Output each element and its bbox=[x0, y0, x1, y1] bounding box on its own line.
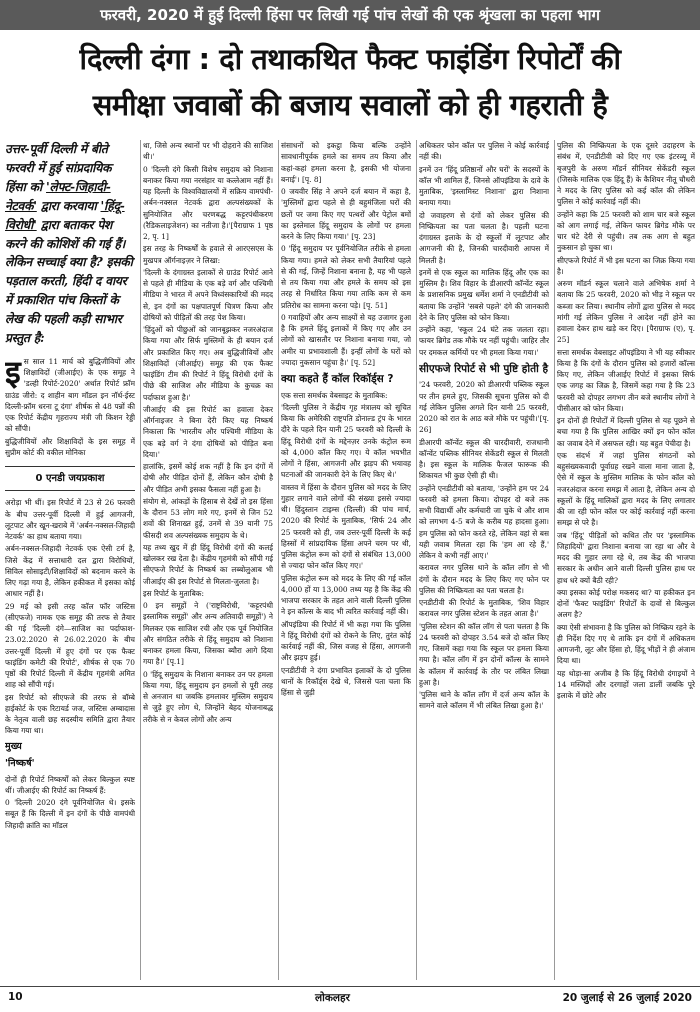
paragraph: उन्होंने कहा कि 25 फरवरी को शाम चार बजे स्कूल को आग लगाई गई, लेकिन फायर ब्रिगेड मौके पर चार घंटे देरी से पहुंची। तब तक आग से बहुत नुकसान हो चुका था। bbox=[557, 209, 695, 253]
paragraph: हालांकि, इसमें कोई शक नहीं है कि इन दंगों में दोषी और पीड़ित दोनों हैं, लेकिन कौन दोषी है और पीड़ित अभी इसका फैसला नहीं हुआ है। bbox=[143, 462, 273, 494]
paragraph: 29 मई को इसी तरह कॉल फॉर जस्टिस (सीएफजे) नामक एक समूह की तरफ से तैयार की गई 'दिल्ली दंगे—साजिश का पर्दाफाश- 23.02.2020 से 26.02.2020 के बीच उत्तर-पूर्वी दिल्ली में हुए दंगों पर एक फैक्ट फाइंडिंग कमेटी की रिपोर्ट', शीर्षक से एक 70 पृष्ठों की रिपोर्ट दिल्ली में केंद्रीय गृहमंत्री अमित शाह को सौंपी गई। bbox=[5, 601, 135, 690]
paragraph: ऑपइंडिया की रिपोर्ट में भी कहा गया कि पुलिस ने हिंदू विरोधी दंगों को रोकने के लिए, तुरंत कोई कार्रवाई नहीं की, जिस वजह से हिंसा, आगजनी और झड़प हुई। bbox=[281, 619, 411, 663]
paragraph: सीएफजे रिपोर्ट में भी इस घटना का जिक्र किया गया है। bbox=[557, 255, 695, 276]
column-4 bbox=[419, 140, 549, 982]
paragraph: अधिकतर फोन कॉल पर पुलिस ने कोई कार्रवाई नहीं की। bbox=[419, 141, 549, 162]
deck-text: उत्तर-पूर्वी दिल्ली में बीते फरवरी में हुई सांप्रदायिक हिंसा को bbox=[5, 142, 112, 194]
issue-date: 20 जुलाई से 26 जुलाई 2020 bbox=[562, 992, 692, 1004]
paragraph: अरुण मॉडर्न स्कूल चलाने वाले अभिषेक शर्मा ने बताया कि 25 फरवरी, 2020 को भीड़ ने स्कूल पर कब्जा कर लिया। स्थानीय लोगों द्वारा पुलिस से मदद मांगी गई लेकिन पुलिस ने आदेश नहीं होने का हवाला देकर हाथ खड़े कर दिए। [पैराग्राफ (ए), पृ. 25] bbox=[557, 279, 695, 345]
publication-name: लोकलहर bbox=[315, 992, 350, 1004]
paragraph: 0 जयवीर सिंह ने अपने दर्ज बयान में कहा है, 'मुस्लिमों द्वारा पहले से ही बहुमंजिला घरों की छतों पर जमा किए गए पत्थरों और पेट्रोल बमों का इस्तेमाल हिंदू समुदाय के लोगों पर हमला करने के लिए किया गया।' [पृ. 23] bbox=[281, 187, 411, 241]
paragraph: 'दिल्ली पुलिस ने केंद्रीय गृह मंत्रालय को सूचित किया कि अमेरिकी राष्ट्रपति डोनाल्ड ट्रंप के भारत दौरे के पहले दिन यानी 25 फरवरी को दिल्ली के हिंदू विरोधी दंगों के मद्देनज़र उनके कंट्रोल रूम को 4,000 कॉल किए गए। ये कॉल भयभीत लोगों ने हिंसा, आगजनी और झड़प की भयावह घटनाओं की जानकारी देने के लिए किए थे।' bbox=[281, 402, 411, 480]
column-2 bbox=[143, 140, 273, 982]
paragraph: इनमें उन 'हिंदू प्रतिष्ठानों और घरों' के सदस्यों के कॉल भी शामिल हैं, जिनसे ऑपइंडिया के दावे के मुताबिक, 'इस्लामिस्ट निशाना' द्वारा निशाना बनाया गया। bbox=[419, 164, 549, 208]
headline bbox=[6, 36, 694, 130]
subheading: सीएफजे रिपोर्ट से भी पुष्टि होती है bbox=[419, 362, 549, 375]
paragraph: सत्ता समर्थक वेबसाइट ऑपइंडिया ने भी यह स्वीकार किया है कि दंगों के दौरान पुलिस को हजारों कॉल्स किए गए, लेकिन जीआईए रिपोर्ट में इसका सिर्फ एक जगह का जिक्र है, जिसमें कहा गया है कि 23 फरवरी को दोपहर लगभग तीन बजे स्थानीय लोगों ने पीसीआर को फोन किया। bbox=[557, 347, 695, 413]
paragraph: करावल नगर पुलिस थाने के कॉल लॉग से भी दंगों के दौरान मदद के लिए किए गए फोन पर पुलिस की निष्क्रियता का पता चलता है। bbox=[419, 563, 549, 595]
paragraph: 'हिंदुओं को पीछुओं को जानबूझकर नजरअंदाज किया गया और सिर्फ मुस्लिमों के ही बयान दर्ज और प्रकाशित किए गए। अब बुद्धिजीवियों और शिक्षाविदों (जीआईए) समूह की एक फैक्ट फाइंडिंग टीम की रिपोर्ट ने हिंदू विरोधी दंगों के पीछे की साजिश और मीडिया के कुचक्र का पर्दाफाश हुआ है।' bbox=[143, 325, 273, 402]
paragraph: दोनों ही रिपोर्ट निष्कर्षों को लेकर बिल्कुल स्पष्ट थीं। जीआईए की रिपोर्ट का निष्कर्ष हैं: bbox=[5, 774, 135, 795]
paragraph: इस रिपोर्ट के मुताबिक: bbox=[143, 588, 204, 598]
subheading: क्या कहते हैं कॉल रिकॉर्ड्स ? bbox=[281, 373, 394, 385]
paragraph: इन दोनों ही रिपोर्टों में दिल्ली पुलिस से यह पूछने से बचा गया है कि पुलिस आखिर क्यों इन फोन कॉल का जवाब देने में असफल रही। यह बहुत पेचीदा है। bbox=[557, 416, 695, 448]
paragraph: 0 'दिल्ली 2020 दंगे पूर्वनियोजित थे। इसके सबूत हैं कि दिल्ली में इन दंगों के पीछे वामपंथी जिहादी क्रांति का मॉडल bbox=[5, 798, 135, 830]
paragraph: 'दिल्ली के दंगाग्रस्त इलाकों से ग्राउंड रिपोर्ट आने से पहले ही मीडिया के एक बड़े वर्ग और पश्चिमी मीडिया ने भारत में अपने विध्वंसकारियों की मदद से, इन दंगों का पक्षपातपूर्ण चित्रण किया और दोषियों को पीड़ितों की तरह पेश किया। bbox=[143, 267, 273, 322]
paragraph: क्या इसका कोई परोक्ष मकसद था? या हकीकत इन दोनों 'फैक्ट फाइंडिंग' रिपोर्टों के दावों से बिल्कुल अलग है? bbox=[557, 587, 695, 620]
author-byline: 0 एनडी जयप्रकाश bbox=[5, 466, 135, 491]
column-3 bbox=[281, 140, 411, 982]
subheading: 'निष्कर्ष' bbox=[5, 758, 35, 770]
paragraph: 0 'दिल्ली दंगे किसी विशेष समुदाय को निशाना बनाकर किया गया नरसंहार या कत्लेआम नहीं हैं। यह दिल्ली के विश्वविद्यालयों में सक्रिय वामपंथी-अर्बन-नक्सल नेटवर्क द्वारा अल्पसंख्यकों के सुनियोजित और चरणबद्ध कट्टरपंथीकरण (रैडिकलाइजेशन) का नतीजा है।'[पैराग्राफ 1 पृष्ठ 2, पृ. 1] bbox=[143, 164, 273, 241]
deck-highlight: 'लेफ्ट-जिहादी-नेटवर्क' bbox=[5, 179, 111, 213]
paragraph: जब 'हिंदू' पीड़ितों को कथित तौर पर 'इस्लामिक जिहादियों' द्वारा निशाना बनाया जा रहा था और वे मदद की गुहार लगा रहे थे, तब केंद्र की भाजपा सरकार के अधीन आने वाली दिल्ली पुलिस हाथ पर हाथ धरे क्यों बैठी रही? bbox=[557, 530, 695, 585]
paragraph: उन्होंने एनडीटीवी को बताया, 'उन्होंने हम पर 24 फरवरी को हमला किया। दोपहर दो बजे तक सभी विद्यार्थी और कर्मचारी जा चुके थे और शाम को लगभग 4-5 बजे के करीब यह हादसा हुआ। हम पुलिस को फोन करते रहे, लेकिन वहां से बस यही जवाब मिलता रहा कि 'हम आ रहे हैं,' लेकिन वे कभी नहीं आए।' bbox=[419, 483, 549, 561]
paragraph: यह थोड़ा-सा अजीब है कि हिंदू विरोधी दंगाइयों ने 14 मस्जिदों और दरगाहों जला डालीं जबकि पूरे इलाके में छोटे और bbox=[557, 668, 695, 700]
series-banner: फरवरी, 2020 में हुई दिल्ली हिंसा पर लिखी गई पांच लेखों की एक श्रृंखला का पहला भाग bbox=[0, 0, 700, 30]
paragraph: एक संदर्भ में जहां पुलिस संगठनों को बहुसंख्यकवादी पूर्वाग्रह रखने वाला माना जाता है, ऐसे में स्कूल के मुस्लिम मालिक के फोन कॉल को नजरअंदाज करना समझ में आता है, लेकिन अन्य दो स्कूलों के हिंदू मालिकों द्वारा मदद के लिए लगातार की जा रही फोन कॉल पर कोई कार्रवाई नहीं करना समझ से परे है। bbox=[557, 450, 695, 528]
headline-line-1: दिल्ली दंगा : दो तथाकथित फैक्ट फाइंडिंग रिपोर्टों की bbox=[79, 42, 621, 76]
paragraph: यह तथ्य खुद में ही हिंदू विरोधी दंगों की कलई खोलकर रख देता है। केंद्रीय गृहमंत्री को सौंपी गई सीएफजे रिपोर्ट के निष्कर्ष का लब्बोलुआब भी जीआईए की इस रिपोर्ट से मिलता-जुलता है। bbox=[143, 542, 273, 586]
drop-cap: इ bbox=[5, 352, 21, 391]
paragraph-text: स साल 11 मार्च को बुद्धिजीवियों और शिक्षाविदों (जीआईए) के एक समूह ने 'डल्ही रिपोर्ट-2020' अर्थात रिपोर्ट फ्रॉम ग्राउंड जीरो: द शाहीन बाग मॉडल इन नॉर्थ-ईस्ट दिल्ली-फ्रॉम धरना टू दंगा' शीर्षक से 48 पन्नों की एक रिपोर्ट केंद्रीय गृहराज्य मंत्री जी किशन रेड्डी को सौंपी। bbox=[5, 356, 135, 434]
deck-text: द्वारा बताकर पेश करने की कोशिशें की गई हैं। लेकिन सच्चाई क्या है? इसकी पड़ताल करती, हिंदी द वायर में प्रकाशित पांच किस्तों के लेख की पहली कड़ी साभार प्रस्तुत है: bbox=[5, 217, 133, 346]
paragraph: वास्तव में हिंसा के दौरान पुलिस को मदद के लिए गुहार लगाने वाले लोगों की संख्या इससे ज्यादा थी। हिंदुस्तान टाइम्स (दिल्ली) की पांच मार्च, 2020 की रिपोर्ट के मुताबिक, 'सिर्फ 24 और 25 फरवरी को ही, जब उत्तर-पूर्वी दिल्ली के कई हिस्सों में सांप्रदायिक हिंसा अपने चरम पर थी, पुलिस कंट्रोल रूम को दंगों से संबंधित 13,000 से ज्यादा फोन कॉल किए गए।' bbox=[281, 482, 411, 571]
paragraph: 0 गवाहियों और अन्य साक्ष्यों से यह उजागर हुआ है कि हमले हिंदू इलाकों में किए गए और उन लोगों को खासतौर पर निशाना बनाया गया, जो अमीर या प्रभावशाली हैं। इन्हीं लोगों के घरों को ज्यादा नुकसान पहुंचा है।' [पृ. 52] bbox=[281, 312, 411, 367]
deck-highlight: 'हिंदू-विरोधी' bbox=[5, 198, 125, 232]
paragraph: एनडीटीवी ने दंगा प्रभावित इलाकों के दो पुलिस थानों के रिकॉर्ड्स देखे थे, जिससे पता चला कि हिंसा से जुड़ी bbox=[281, 665, 411, 698]
headline-line-2: समीक्षा जवाबों की बजाय सवालों को ही गहराती है bbox=[92, 88, 608, 122]
paragraph: इस तरह के निष्कर्षों के हवाले से आरएसएस के मुखपत्र ऑर्गनाइज़र ने लिखा: bbox=[143, 244, 273, 265]
paragraph: जीआईए की इस रिपोर्ट का हवाला देकर ऑर्गनाइजर ने बिना देरी किए यह निष्कर्ष निकाला कि 'भारतीय और पश्चिमी मीडिया के एक बड़े वर्ग ने दंगा दोषियों को पीड़ित बना दिया।' bbox=[143, 404, 273, 459]
paragraph: 'पुलिस थाने के कॉल लॉग में दर्ज अन्य कॉल के सामने वाले कॉलम में भी लंबित लिखा हुआ है।' bbox=[419, 690, 549, 711]
paragraph: पुलिस की निष्क्रियता के एक दूसरे उदाहरण के संबंध में, एनडीटीवी को दिए गए एक इंटरव्यू में बृजपुरी के अरुण मॉडर्न सीनियर सेकेंडरी स्कूल (जिसके मालिक एक हिंदू हैं) के कैशियर नीतू चौधरी ने मदद के लिए पुलिस को कई कॉल की लेकिन पुलिस ने कोई कार्रवाई नहीं की। bbox=[557, 141, 695, 207]
article-deck bbox=[5, 140, 135, 348]
paragraph: एक सत्ता समर्थक वेबसाइट के मुताबिक: bbox=[281, 390, 388, 400]
paragraph: 0 'हिंदू समुदाय पर पूर्वनियोजित तरीके से हमला किया गया। हमले को लेकर सभी तैयारियां पहले से की गई, जिन्हें निशाना बनाना है, यह भी पहले से तय किया गया और हमले के समय को इस तरह से निर्धारित किया गया ताकि कम से कम प्रतिरोध का सामना करना पड़े। [पृ. 51] bbox=[281, 244, 411, 310]
paragraph: था, जिसे अन्य स्थानों पर भी दोहराने की साजिश थी।' bbox=[143, 141, 273, 162]
article-body bbox=[5, 140, 695, 982]
paragraph: क्या ऐसी संभावना है कि पुलिस को निष्क्रिय रहने के ही निर्देश दिए गए थे ताकि इन दंगों में अधिकतम आगजनी, लूट और हिंसा हो, हिंदू भीड़ों ने ही अंजाम दिया था। bbox=[557, 622, 695, 666]
paragraph: 0 'हिंदू समुदाय के निशाना बनाकर उन पर हमला किया गया, हिंदू समुदाय इन हमलों से पूरी तरह से अनजान था जबकि हमलावर मुस्लिम समुदाय से जुड़े हुए लोग थे, जिन्होंने बेहद योजनाबद्ध तरीके से न केवल लोगों और अन्य bbox=[143, 669, 273, 724]
paragraph: डीआरपी कॉन्वेंट स्कूल की चारदीवारी, राजधानी कॉन्वेंट पब्लिक सीनियर सेकेंडरी स्कूल से मिलती है। इस स्कूल के मालिक फैजल फारूक की शिकायत भी कुछ ऐसी ही थी। bbox=[419, 437, 549, 481]
paragraph: इस रिपोर्ट को सीएफजे की तरफ से बॉम्बे हाईकोर्ट के एक रिटायर्ड जज, जस्टिस अम्बादास के नेतृत्व वाली छह सदस्यीय समिति द्वारा तैयार किया गया था। bbox=[5, 692, 135, 736]
paragraph: अर्बन-नक्सल-जिहादी नेटवर्क एक ऐसी टर्म है, जिसे केंद्र में सत्ताधारी दल द्वारा विरोधियों, सिविल सोसाइटी/शिक्षाविदों को बदनाम करने के लिए गढ़ा गया है, लेकिन हकीकत में इसका कोई आधार नहीं है। bbox=[5, 544, 135, 599]
column-5 bbox=[557, 140, 695, 982]
paragraph: उन्होंने कहा, 'स्कूल 24 घंटे तक जलता रहा। फायर ब्रिगेड तक मौके पर नहीं पहुंची। जाहिर तौर पर दमकल कर्मियों पर भी हमला किया गया।' bbox=[419, 325, 549, 357]
column-1 bbox=[5, 140, 135, 982]
paragraph: 'पुलिस स्टेशन की कॉल लॉग से पता चलता है कि 24 फरवरी को दोपहर 3.54 बजे दो कॉल किए गए, जिसमें कहा गया कि स्कूल पर हमला किया गया है। कॉल लॉग में इन दोनों कॉल्स के सामने के कॉलम में कार्रवाई के तौर पर लंबित लिखा हुआ है। bbox=[419, 621, 549, 687]
page-number: 10 bbox=[8, 991, 23, 1003]
paragraph: 0 इन समूहों ने ('राष्ट्रविरोधी, 'कट्टरपंथी इस्लामिक समूहों' और अन्य अतिवादी समूहों') ने मिलकर एक साजिश रची और एक पूर्व नियोजित और संगठित तरीके से हिंदू समुदाय को निशाना बनाकर हमला किया, जिसका ब्यौरा आगे दिया गया है।' [पृ.1] bbox=[143, 601, 273, 667]
paragraph: संसाधनों को इकट्ठा किया बल्कि उन्होंने सावधानीपूर्वक हमले का समय तय किया और कहां-कहां हमला करना है, इसकी भी योजना बनाई'। [पृ. 8] bbox=[281, 141, 411, 184]
paragraph: अरोड़ा भी थीं। इस रिपोर्ट में 23 से 26 फरवरी के बीच उत्तर-पूर्वी दिल्ली में हुई आगजनी, लूटपाट और खून-खराबे में 'अर्बन-नक्सल-जिहादी नेटवर्क' का हाथ बताया गया। bbox=[5, 498, 135, 542]
paragraph bbox=[5, 352, 135, 435]
paragraph: दो जवाहरण से दंगों को लेकर पुलिस की निष्क्रियता का पता चलता है। पहली घटना दंगाग्रस्त इलाके के दो स्कूलों में लूटपाट और आगजनी की है, जिनकी चारदीवारी आपस में मिलती है। bbox=[419, 210, 549, 265]
paragraph: संयोग से, आंकड़ों के हिसाब से देखें तो इस हिंसा के दौरान 53 लोग मारे गए, इनमें से जिन 52 शवों की शिनाख्त हुई, उनमें से 39 यानी 75 फीसदी शव अल्पसंख्यक समुदाय के थे। bbox=[143, 496, 273, 540]
subheading: मुख्य bbox=[5, 740, 22, 752]
paragraph: एनडीटीवी की रिपोर्ट के मुताबिक, 'शिव विहार करावल नगर पुलिस स्टेशन के तहत आता है।' bbox=[419, 598, 549, 619]
paragraph: इनमें से एक स्कूल का मालिक हिंदू और एक का मुस्लिम है। शिव विहार के डीआरपी कॉन्वेंट स्कूल के प्रशासनिक प्रमुख धर्मेश शर्मा ने एनडीटीवी को बताया कि उन्होंने 'सबसे पहले' दंगे की जानकारी देने के लिए पुलिस को फोन किया। bbox=[419, 267, 549, 322]
deck-text: द्वारा करवाया bbox=[36, 198, 101, 213]
paragraph: बुद्धिजीवियों और शिक्षाविदों के इस समूह में सुप्रीम कोर्ट की वकील मोनिका bbox=[5, 436, 135, 457]
paragraph: '24 फरवरी, 2020 को डीआरपी पब्लिक स्कूल पर तीन हमले हुए, जिसकी सूचना पुलिस को दी गई लेकिन पुलिस अगले दिन यानी 25 फरवरी, 2020 को रात के आठ बजे मौके पर पहुंची।'[पृ. 26] bbox=[419, 380, 549, 435]
paragraph: पुलिस कंट्रोल रूम को मदद के लिए की गई कॉल 4,000 हों या 13,000 तथ्य यह है कि केंद्र की भाजपा सरकार के तहत आने वाली दिल्ली पुलिस ने इन कॉल्स के बाद भी त्वरित कार्रवाई नहीं की। bbox=[281, 573, 411, 617]
page-footer bbox=[0, 986, 700, 1008]
